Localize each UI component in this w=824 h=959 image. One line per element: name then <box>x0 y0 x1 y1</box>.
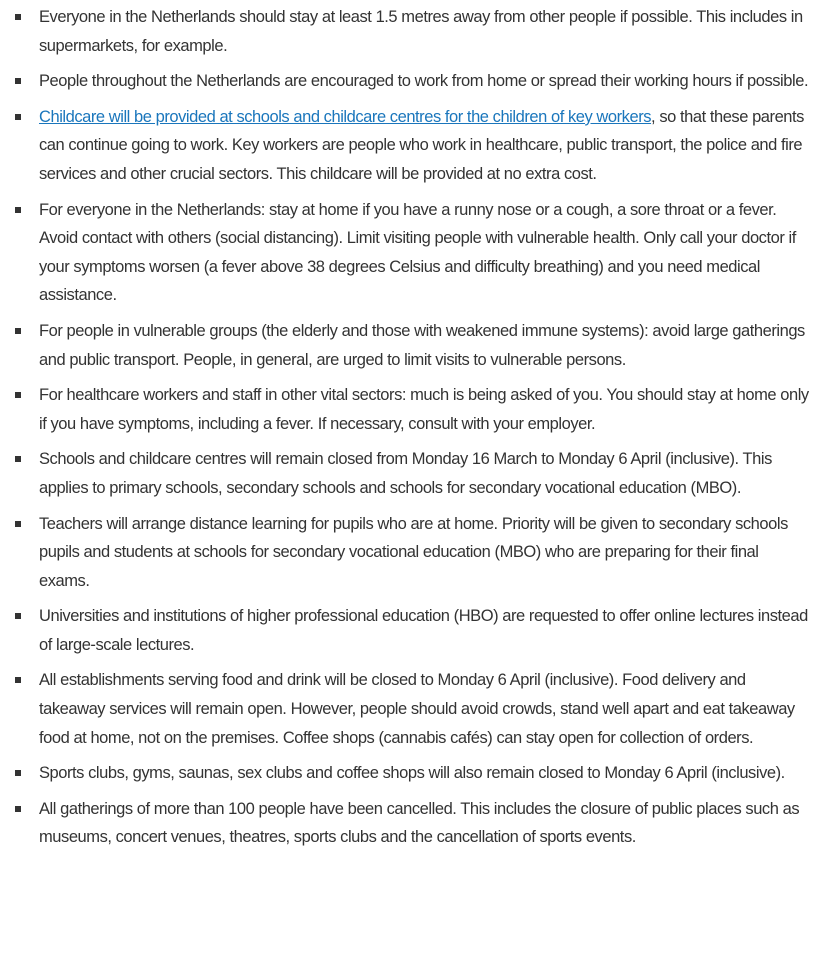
bullet-square-icon <box>15 114 21 120</box>
list-item <box>14 103 810 189</box>
list-item-text: For everyone in the Netherlands: stay at home if you have a runny nose or a cough, a sore throat or a fever. Avoid contact with others (social distancing). Limit visiting people with vulnerable health. Only call your doctor if your symptoms worsen (a fever above 38 degrees Celsius and difficulty breathing) and you need medical assistance. <box>39 200 796 305</box>
list-item <box>14 196 810 310</box>
list-item-text: Teachers will arrange distance learning for pupils who are at home. Priority will be given to secondary schools pupils and students at schools for secondary vocational education (MBO) who are preparing for their final exams. <box>39 514 788 590</box>
bullet-square-icon <box>15 14 21 20</box>
bullet-square-icon <box>15 456 21 462</box>
bullet-square-icon <box>15 78 21 84</box>
list-item-text: All establishments serving food and drink will be closed to Monday 6 April (inclusive). Food delivery and takeaway services will remain open. However, people should avoid crowds, stand well apart and eat takeaway food at home, not on the premises. Coffee shops (cannabis cafés) can stay open for collection of orders. <box>39 671 795 747</box>
bullet-square-icon <box>15 806 21 812</box>
list-item-text: Schools and childcare centres will remain closed from Monday 16 March to Monday 6 April (inclusive). This applies to primary schools, secondary schools and schools for secondary vocational education (MBO). <box>39 450 772 497</box>
list-item <box>14 3 810 60</box>
list-item <box>14 795 810 852</box>
list-item <box>14 602 810 659</box>
list-item-text: Universities and institutions of higher professional education (HBO) are requested to offer online lectures instead of large-scale lectures. <box>39 607 808 654</box>
list-item-text: , so that these parents can continue going to work. Key workers are people who work in healthcare, public transport, the police and fire services and other crucial sectors. This childcare will be provided at no extra cost. <box>39 107 804 183</box>
list-item-text: Sports clubs, gyms, saunas, sex clubs and coffee shops will also remain closed to Monday 6 April (inclusive). <box>39 764 785 783</box>
bullet-square-icon <box>15 521 21 527</box>
bullet-square-icon <box>15 770 21 776</box>
list-item <box>14 67 810 96</box>
list-item-text: People throughout the Netherlands are encouraged to work from home or spread their working hours if possible. <box>39 72 809 91</box>
bullet-square-icon <box>15 207 21 213</box>
list-item <box>14 317 810 374</box>
list-item <box>14 445 810 502</box>
bullet-square-icon <box>15 613 21 619</box>
list-item <box>14 510 810 596</box>
list-item-text: All gatherings of more than 100 people have been cancelled. This includes the closure of public places such as museums, concert venues, theatres, sports clubs and the cancellation of sports events. <box>39 799 800 847</box>
list-item-text: For healthcare workers and staff in other vital sectors: much is being asked of you. You should stay at home only if you have symptoms, including a fever. If necessary, consult with your employer. <box>39 386 809 433</box>
list-item-text: Everyone in the Netherlands should stay at least 1.5 metres away from other people if possible. This includes in supermarkets, for example. <box>39 8 803 55</box>
bullet-square-icon <box>15 677 21 683</box>
list-item-text: For people in vulnerable groups (the elderly and those with weakened immune systems): avoid large gatherings and public transport. People, in general, are urged to limit visits to vulnerable persons. <box>39 321 805 369</box>
childcare-key-workers-link[interactable]: Childcare will be provided at schools and childcare centres for the children of key workers <box>39 107 652 126</box>
bullet-square-icon <box>15 328 21 334</box>
bullet-square-icon <box>15 392 21 398</box>
list-item <box>14 666 810 752</box>
list-item <box>14 381 810 438</box>
list-item <box>14 759 810 788</box>
